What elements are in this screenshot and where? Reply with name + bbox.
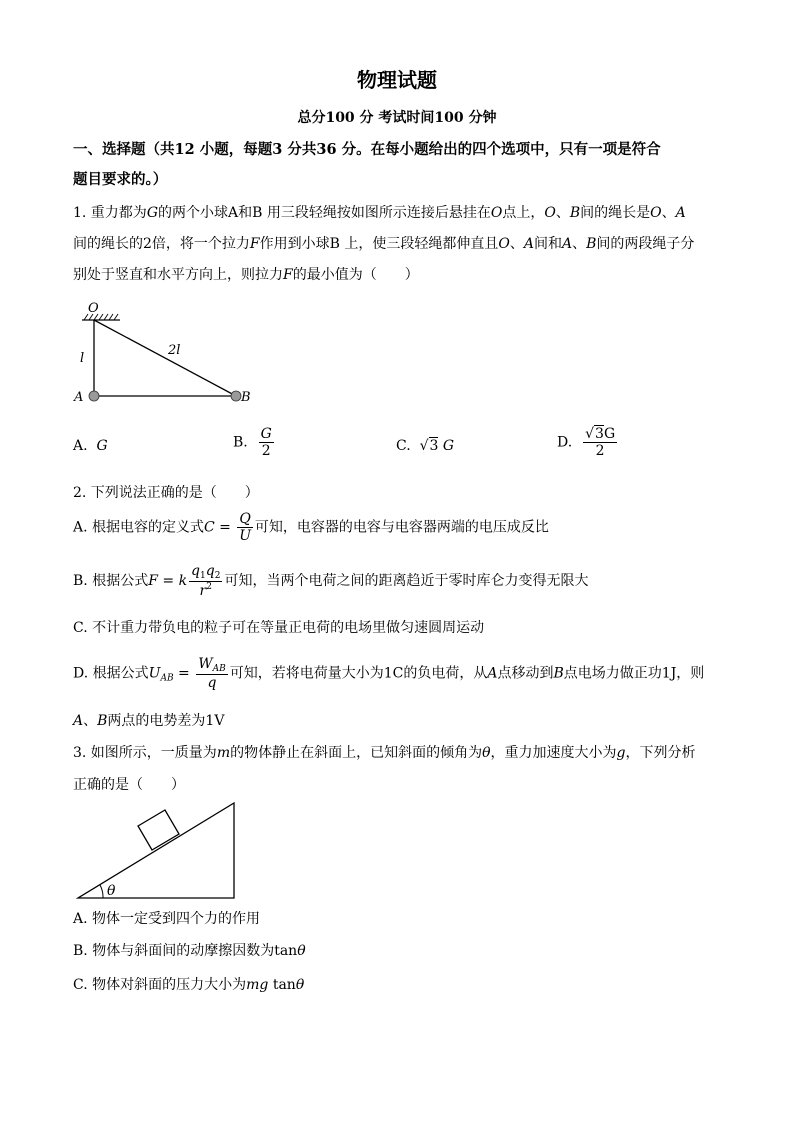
q2-option-D-line2: A、B两点的电势差为1V xyxy=(73,713,225,729)
q2-option-B: B. 根据公式F = k $\frac{q_1q_2}{r^2}$ 可知，当两个电荷之间的距离趋近于零时库仑力变得无限大 xyxy=(73,563,589,600)
block xyxy=(138,810,179,850)
q3-option-B: B. 物体与斜面间的动摩擦因数为tanθ xyxy=(73,943,306,959)
q1-option-A: A. G xyxy=(73,438,108,454)
q2-option-D: D. 根据公式$U_{AB}$ = $\frac{W_{AB}}{q}$ 可知，若将电荷量大小为1C的负电荷，从A点移动到B点电场力做正功1J，则 xyxy=(73,656,705,692)
angle-arc xyxy=(100,885,103,898)
q3-line1: 3. 如图所示，一质量为m的物体静止在斜面上，已知斜面的倾角为θ，重力加速度大小为g，下列分析 xyxy=(73,745,696,761)
label-2l: 2l xyxy=(168,343,181,358)
q1-line2: 间的绳长的2倍，将一个拉力F作用到小球B 上，使三段轻绳都伸直且O、A间和A、B间的两段绳子分 xyxy=(73,236,695,252)
section-heading-line2: 题目要求的。） xyxy=(73,171,168,188)
q3-option-C: C. 物体对斜面的压力大小为mg tanθ xyxy=(73,977,305,993)
q3-line2: 正确的是（ ） xyxy=(73,777,185,793)
label-A: A xyxy=(74,390,84,405)
q2-stem: 2. 下列说法正确的是（ ） xyxy=(73,485,259,501)
q2-option-C: C. 不计重力带负电的粒子可在等量正电荷的电场里做匀速圆周运动 xyxy=(73,620,485,636)
q3-option-A: A. 物体一定受到四个力的作用 xyxy=(73,911,261,927)
label-theta: θ xyxy=(107,883,116,899)
label-l: l xyxy=(80,351,85,366)
ball-A xyxy=(89,391,99,401)
q1-figure xyxy=(70,298,260,410)
label-O: O xyxy=(88,301,99,316)
label-B: B xyxy=(241,390,251,405)
q1-line3: 别处于竖直和水平方向上，则拉力F的最小值为（ ） xyxy=(73,267,419,283)
rope-OB xyxy=(94,320,236,396)
page-title: 物理试题 xyxy=(357,68,437,92)
q3-figure xyxy=(72,800,242,902)
q2-option-A: A. 根据电容的定义式C = $\frac{Q}{U}$ 可知，电容器的电容与电容器两端的电压成反比 xyxy=(73,511,549,545)
ball-B xyxy=(231,391,241,401)
q1-option-D: D. $\frac{√3G}{2}$ xyxy=(557,426,616,460)
q1-option-C: C. √3 G xyxy=(396,438,455,454)
page-subtitle: 总分100 分 考试时间100 分钟 xyxy=(297,110,497,126)
q1-line1: 1. 重力都为G的两个小球A和B 用三段轻绳按如图所示连接后悬挂在O点上，O、B间的绳长是O、A xyxy=(73,205,686,221)
q1-option-B: B. $\frac{G}{2}$ xyxy=(233,426,272,460)
section-heading-line1: 一、选择题（共12 小题，每题3 分共36 分。在每小题给出的四个选项中，只有一项是符合 xyxy=(73,141,661,158)
